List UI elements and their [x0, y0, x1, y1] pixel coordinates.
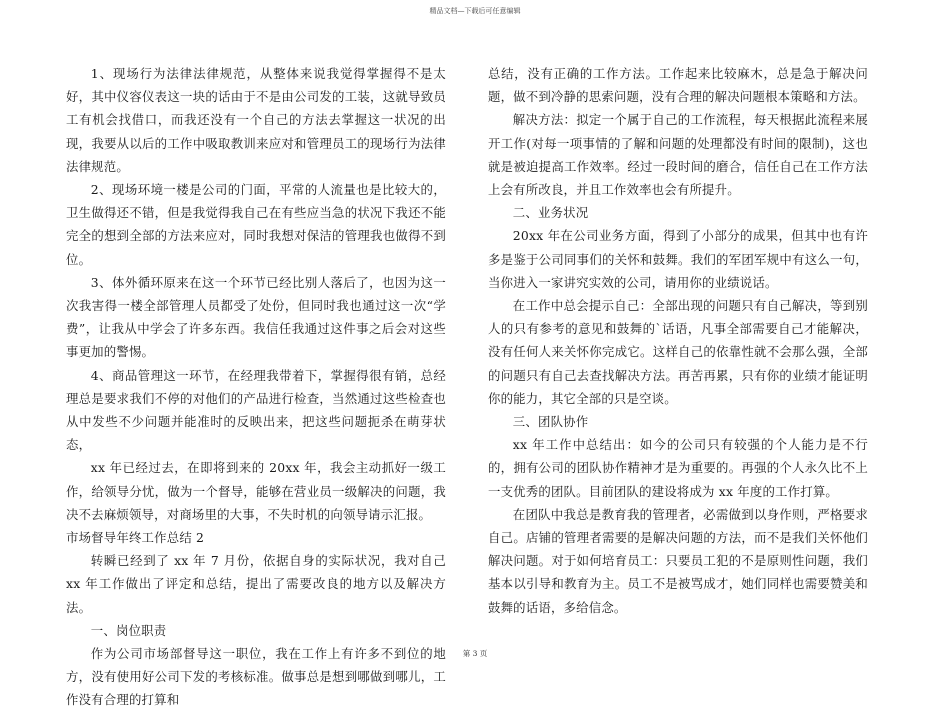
section-title: 市场督导年终工作总结 2 — [66, 530, 205, 546]
page-number: 第 3 页 — [462, 649, 488, 658]
paragraph: 解决方法：拟定一个属于自己的工作流程，每天根据此流程来展开工作(对每一项事情的了解和问题的处理都没有时间的限制)，这也就是被迫提高工作效率。经过一段时间的磨合，信任自己在工作方法上会有所改良，并且工作效率也会有所提升。 — [488, 112, 868, 198]
paragraph: 4、商品管理这一环节，在经理我带着下，掌握得很有销，总经理总是要求我们不停的对他们的产品进行检查，当然通过这些检查也从中发些不少问题并能准时的反映出来，把这些问题扼杀在萌芽状态， — [66, 367, 446, 453]
paragraph: 在团队中我总是教育我的管理者，必需做到以身作则，严格要求自己。店铺的管理者需要的是解决问题的方法，而不是我们关怀他们解决问题。对于如何培育员工：只要员工犯的不是原则性问题，我们基本以引导和教育为主。员工不是被骂成才，她们同样也需要赞美和鼓舞的话语，多给信念。 — [488, 506, 868, 615]
paragraph: 作为公司市场部督导这一职位，我在工作上有许多不到位的地方，没有使用好公司下发的考核标准。做事总是想到哪做到哪儿，工作没有合理的打算和 — [66, 646, 446, 708]
paragraph: xx 年工作中总结出：如今的公司只有较强的个人能力是不行的，拥有公司的团队协作精神才是为重要的。再强的个人永久比不上一支优秀的团队。目前团队的建设将成为 xx 年度的工作打算。 — [488, 437, 868, 499]
paragraph: 转瞬已经到了 xx 年 7 月份，依据自身的实际状况，我对自己 xx 年工作做出了评定和总结，提出了需要改良的地方以及解决方法。 — [66, 553, 446, 615]
right-column — [488, 62, 868, 619]
paragraph: 20xx 年在公司业务方面，得到了小部分的成果，但其中也有许多是鉴于公司同事们的关怀和鼓舞。我们的军团军规中有这么一句，当你进入一家讲究实效的公司，请用你的业绩说话。 — [488, 228, 868, 290]
paragraph: xx 年已经过去，在即将到来的 20xx 年，我会主动抓好一级工作，给领导分忧，做为一个督导，能够在营业员一级解决的问题，我决不去麻烦领导，对商场里的大事，不失时机的向领导请示汇报。 — [66, 460, 446, 522]
paragraph: 总结，没有正确的工作方法。工作起来比较麻木，总是急于解决问题，做不到冷静的思索问题，没有合理的解决问题根本策略和方法。 — [488, 66, 868, 105]
left-column — [66, 62, 446, 712]
paragraph: 2、现场环境一楼是公司的门面，平常的人流量也是比较大的，卫生做得还不错，但是我觉得我自己在有些应当急的状况下我还不能完全的想到全部的方法来应对，同时我想对保洁的管理我也做得不到位。 — [66, 182, 446, 267]
paragraph: 3、体外循环原来在这一个环节已经比别人落后了，也因为这一次我害得一楼全部管理人员都受了处份，但同时我也通过这一次“学费”，让我从中学会了许多东西。我信任我通过这件事之后会对这些事更加的警惕。 — [66, 274, 446, 360]
paragraph: 1、现场行为法律法律规范，从整体来说我觉得掌握得不是太好，其中仪容仪表这一块的话由于不是由公司发的工装，这就导致员工有机会找借口，而我还没有一个自己的方法去掌握这一状况的出现，我要从以后的工作中吸取教训来应对和管理员工的现场行为法律法律规范。 — [66, 66, 446, 174]
page-header: 精品文档—下载后可任意编辑 — [429, 7, 521, 15]
section-heading: 二、业务状况 — [512, 205, 589, 221]
paragraph: 在工作中总会提示自己：全部出现的问题只有自己解决，等到别人的只有参考的意见和鼓舞的`话语，凡事全部需要自己才能解决，没有任何人来关怀你完成它。这样自己的依靠性就不会那么强，全部的问题只有自己去查找解决方法。再苦再累，只有你的业绩才能证明你的能力，其它全部的只是空谈。 — [488, 298, 868, 406]
section-heading: 三、团队协作 — [512, 414, 589, 430]
section-heading: 一、岗位职责 — [90, 622, 167, 638]
